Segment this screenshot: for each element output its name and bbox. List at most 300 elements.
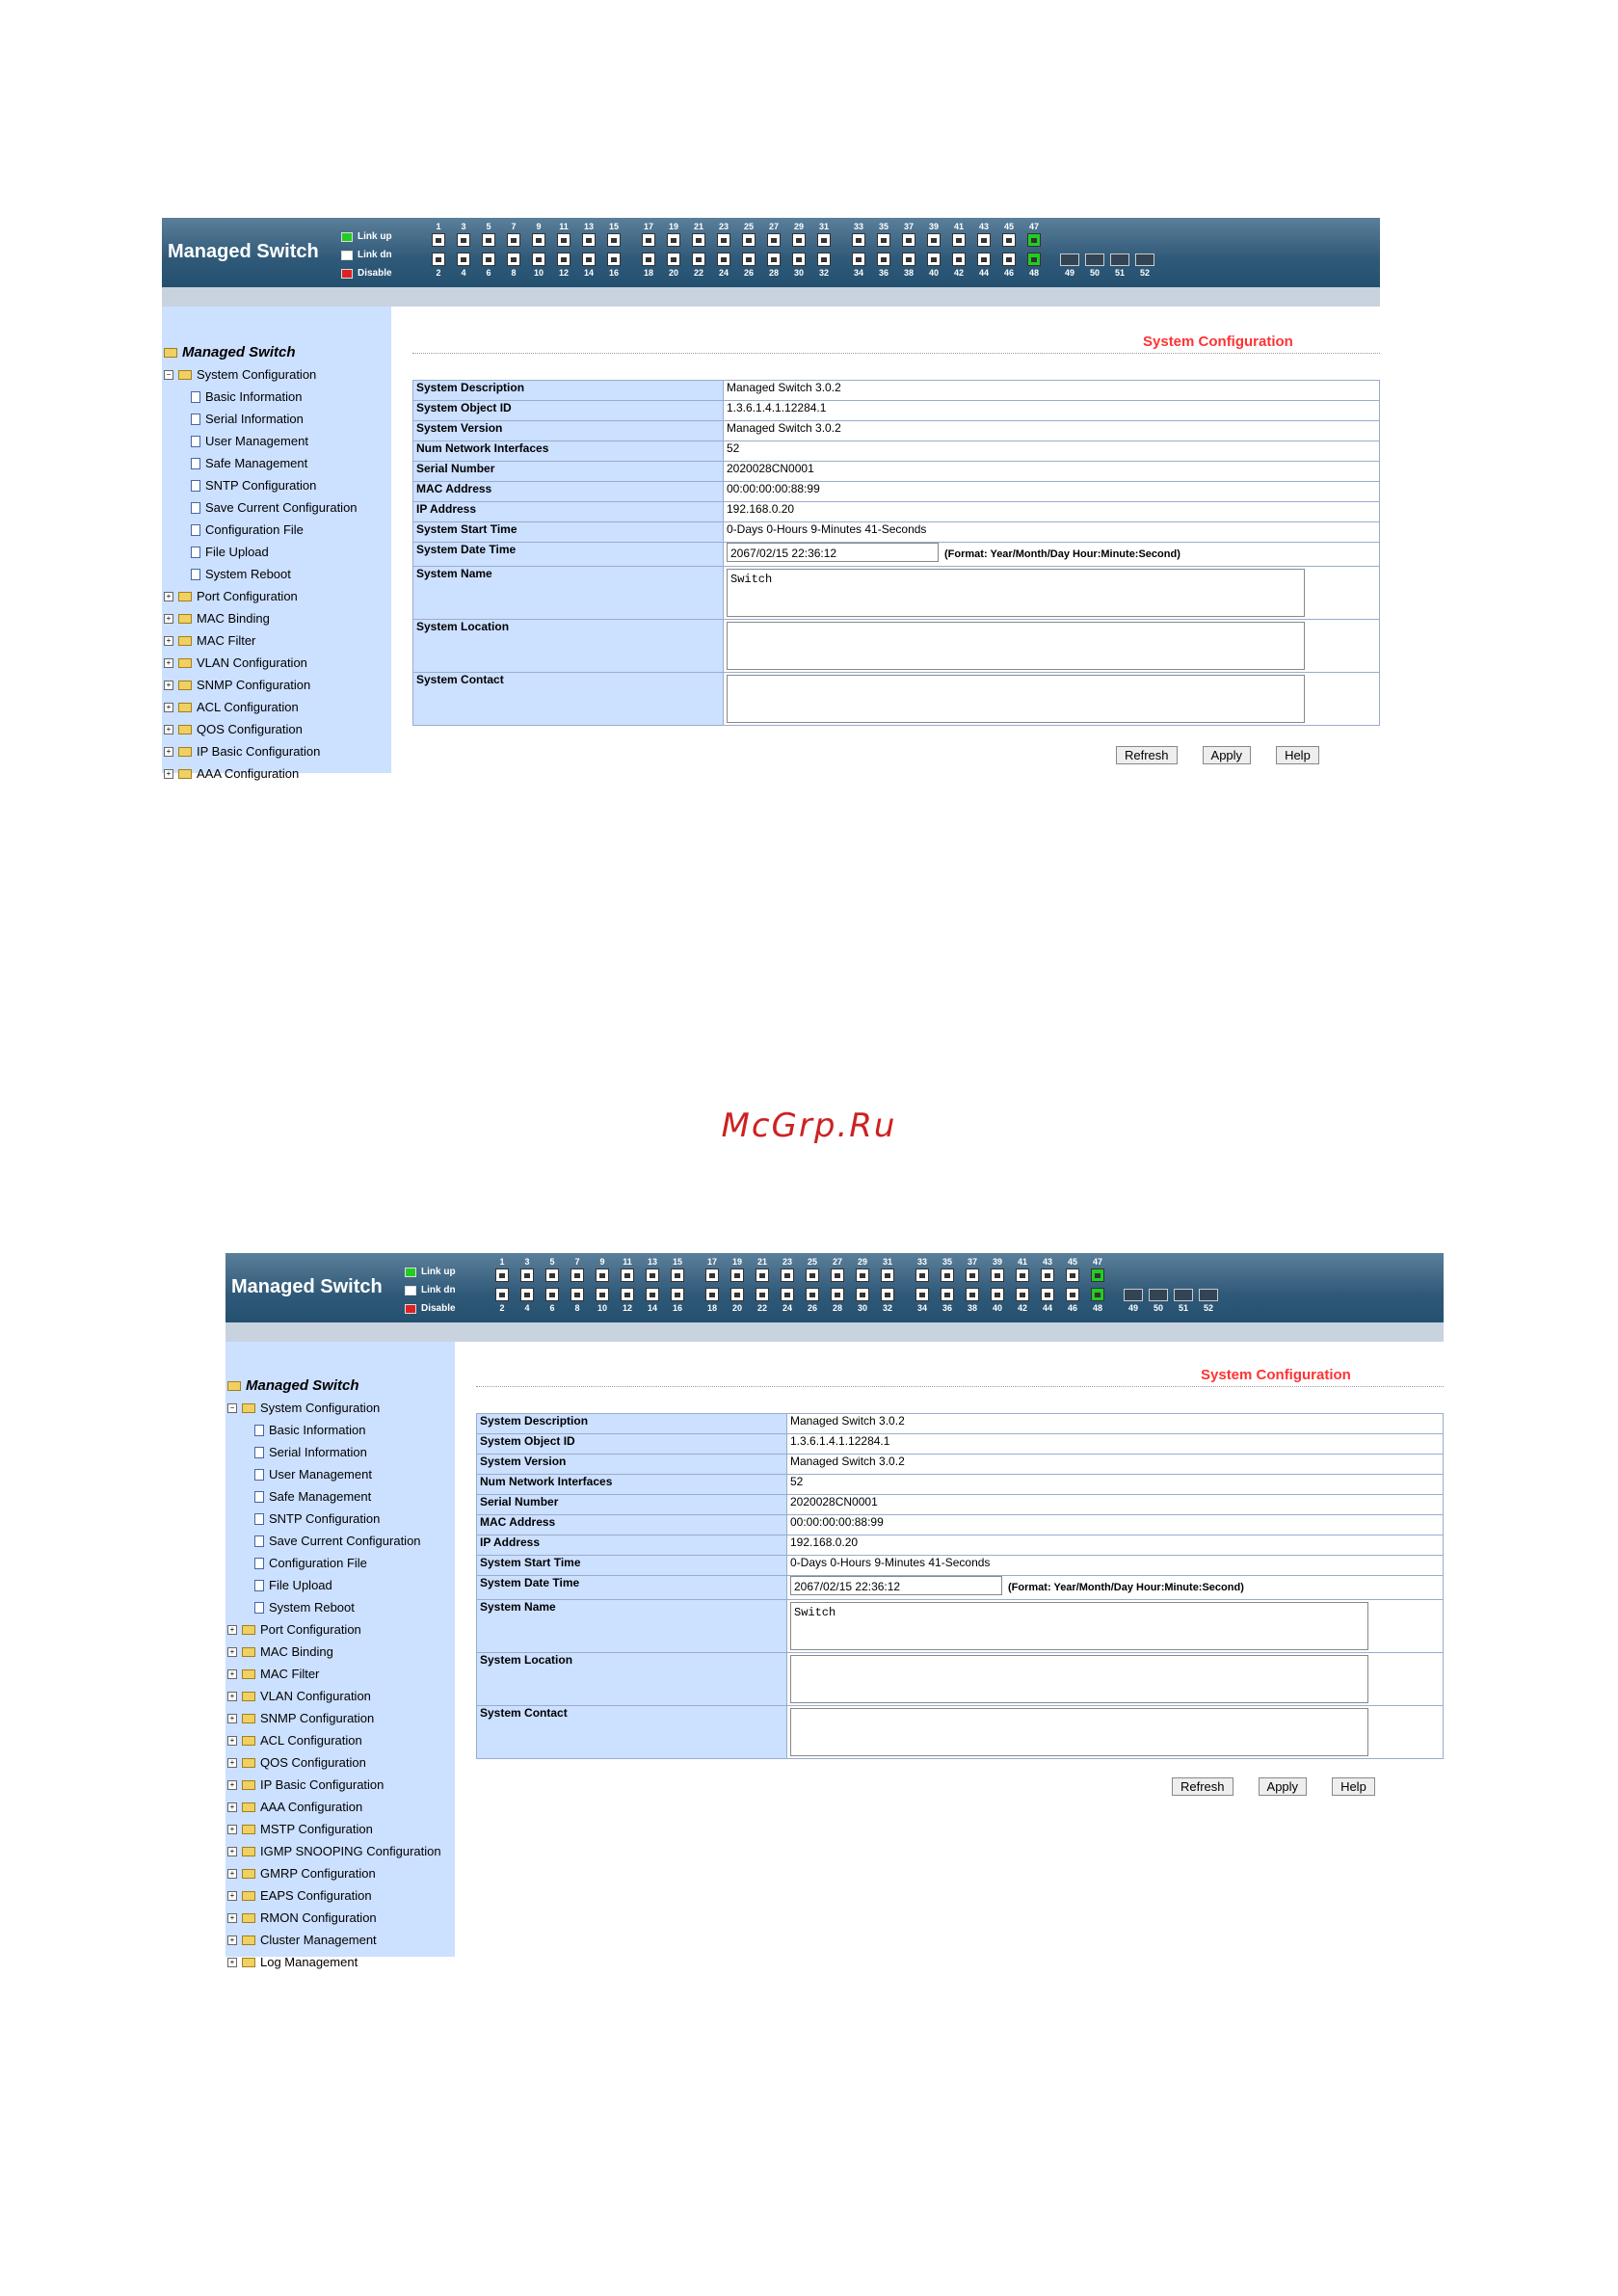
port-icon[interactable] — [545, 1288, 559, 1301]
port-icon[interactable] — [817, 233, 831, 247]
row-label: System Start Time — [477, 1556, 787, 1576]
sfp-port-icon[interactable] — [1124, 1289, 1143, 1301]
apply-button[interactable]: Apply — [1259, 1777, 1308, 1796]
row-label: Num Network Interfaces — [477, 1475, 787, 1495]
sidebar-item[interactable]: + EAPS Configuration — [227, 1884, 441, 1907]
sidebar-item[interactable]: + AAA Configuration — [164, 762, 358, 785]
port-icon[interactable] — [952, 233, 966, 247]
port-number: 16 — [608, 268, 619, 278]
sidebar — [162, 307, 391, 781]
port-icon[interactable] — [767, 233, 781, 247]
folder-icon — [178, 681, 192, 690]
sidebar-item[interactable]: + Log Management — [227, 1951, 441, 1973]
sidebar-subitem[interactable]: System Reboot — [227, 1596, 441, 1618]
sidebar-subitem[interactable]: Configuration File — [227, 1552, 441, 1574]
port-icon[interactable] — [1027, 233, 1041, 247]
sidebar-subitem[interactable]: Basic Information — [227, 1419, 441, 1441]
port-icon[interactable] — [742, 233, 756, 247]
port-icon[interactable] — [495, 1288, 509, 1301]
port-icon[interactable] — [927, 253, 941, 266]
port-number: 29 — [857, 1257, 867, 1267]
table-row — [413, 441, 1380, 462]
expand-icon[interactable]: + — [227, 1692, 237, 1701]
location-label: System Location — [413, 620, 724, 673]
sidebar-item[interactable]: + QOS Configuration — [227, 1751, 441, 1774]
port-icon[interactable] — [781, 1288, 794, 1301]
port-icon[interactable] — [457, 233, 470, 247]
port-icon[interactable] — [607, 233, 621, 247]
expand-icon[interactable]: + — [227, 1625, 237, 1635]
screenshot-top — [162, 218, 1380, 781]
port-icon[interactable] — [596, 1268, 609, 1282]
port-number: 40 — [992, 1303, 1002, 1313]
expand-icon[interactable]: + — [164, 636, 173, 646]
sidebar-subitem[interactable]: Save Current Configuration — [227, 1530, 441, 1552]
port-icon[interactable] — [781, 1268, 794, 1282]
port-icon[interactable] — [705, 1268, 719, 1282]
port-number: 11 — [623, 1257, 632, 1267]
port-number: 34 — [916, 1303, 927, 1313]
port-number: 20 — [731, 1303, 742, 1313]
expand-icon[interactable]: + — [227, 1802, 237, 1812]
folder-icon — [178, 636, 192, 646]
row-value: Managed Switch 3.0.2 — [787, 1455, 1444, 1475]
expand-icon[interactable]: + — [227, 1869, 237, 1879]
expand-icon[interactable]: + — [164, 725, 173, 734]
port-number: 25 — [743, 222, 754, 231]
port-number: 23 — [718, 222, 729, 231]
port-number: 14 — [647, 1303, 657, 1313]
port-icon[interactable] — [570, 1268, 584, 1282]
port-icon[interactable] — [671, 1288, 684, 1301]
sidebar-item[interactable]: + IGMP SNOOPING Configuration — [227, 1840, 441, 1862]
port-icon[interactable] — [1027, 253, 1041, 266]
sfp-port-icon[interactable] — [1085, 254, 1104, 266]
port-icon[interactable] — [831, 1268, 844, 1282]
port-icon[interactable] — [1016, 1288, 1029, 1301]
port-number: 42 — [1017, 1303, 1027, 1313]
document-icon — [191, 569, 200, 580]
sidebar-item[interactable]: + AAA Configuration — [227, 1796, 441, 1818]
system-location-textarea[interactable] — [727, 622, 1305, 670]
expand-icon[interactable]: + — [164, 658, 173, 668]
table-row — [413, 567, 1380, 620]
sidebar-subitem[interactable]: Serial Information — [227, 1441, 441, 1463]
expand-icon[interactable]: + — [164, 681, 173, 690]
document-icon — [191, 458, 200, 469]
port-icon[interactable] — [1002, 233, 1016, 247]
port-icon[interactable] — [792, 233, 806, 247]
port-number: 41 — [1017, 1257, 1027, 1267]
port-icon[interactable] — [852, 253, 865, 266]
port-number: 21 — [756, 1257, 767, 1267]
port-icon[interactable] — [621, 1288, 634, 1301]
expand-icon[interactable]: + — [227, 1891, 237, 1901]
port-icon[interactable] — [1041, 1288, 1054, 1301]
port-number: 33 — [853, 222, 863, 231]
port-icon[interactable] — [507, 253, 520, 266]
sidebar-subitem[interactable]: System Reboot — [164, 563, 358, 585]
table-row — [413, 421, 1380, 441]
date-format-hint: (Format: Year/Month/Day Hour:Minute:Second) — [1008, 1582, 1244, 1593]
table-row — [413, 673, 1380, 726]
sidebar-root[interactable]: Managed Switch — [164, 341, 358, 363]
date-time-input[interactable]: 2067/02/15 22:36:12 — [727, 543, 939, 562]
folder-icon — [242, 1847, 255, 1856]
port-icon[interactable] — [646, 1288, 659, 1301]
expand-icon[interactable]: + — [164, 703, 173, 712]
port-icon[interactable] — [432, 253, 445, 266]
row-label: System Object ID — [413, 401, 724, 421]
port-icon[interactable] — [952, 253, 966, 266]
port-icon[interactable] — [742, 253, 756, 266]
table-row — [477, 1434, 1444, 1455]
expand-icon[interactable]: + — [227, 1758, 237, 1768]
port-icon[interactable] — [927, 233, 941, 247]
sidebar-item[interactable]: + MSTP Configuration — [227, 1818, 441, 1840]
port-icon[interactable] — [570, 1288, 584, 1301]
port-icon[interactable] — [557, 253, 570, 266]
port-icon[interactable] — [596, 1288, 609, 1301]
page-title: System Configuration — [1143, 334, 1293, 350]
row-value: 192.168.0.20 — [787, 1535, 1444, 1556]
port-number: 49 — [1064, 268, 1074, 278]
port-icon[interactable] — [717, 253, 730, 266]
expand-icon[interactable]: + — [227, 1958, 237, 1967]
port-icon[interactable] — [756, 1268, 769, 1282]
port-icon[interactable] — [977, 253, 991, 266]
row-value: 2020028CN0001 — [724, 462, 1380, 482]
port-number: 48 — [1028, 268, 1039, 278]
divider — [476, 1386, 1444, 1387]
expand-icon[interactable]: + — [164, 614, 173, 624]
port-number: 49 — [1127, 1303, 1138, 1313]
sidebar-subitem[interactable]: SNTP Configuration — [227, 1508, 441, 1530]
sidebar-item-system-configuration[interactable]: − System Configuration — [227, 1397, 441, 1419]
expand-icon[interactable]: + — [227, 1913, 237, 1923]
port-icon[interactable] — [520, 1268, 534, 1282]
sidebar-item[interactable]: + VLAN Configuration — [227, 1685, 441, 1707]
port-icon[interactable] — [991, 1268, 1004, 1282]
port-icon[interactable] — [642, 233, 655, 247]
expand-icon[interactable]: + — [227, 1847, 237, 1856]
port-number: 32 — [882, 1303, 892, 1313]
sidebar-item[interactable]: + IP Basic Configuration — [164, 740, 358, 762]
row-value: Managed Switch 3.0.2 — [724, 421, 1380, 441]
sidebar-item[interactable]: + MAC Binding — [227, 1641, 441, 1663]
port-number: 24 — [782, 1303, 792, 1313]
sidebar-item[interactable]: + MAC Filter — [164, 629, 358, 652]
port-icon[interactable] — [831, 1288, 844, 1301]
expand-icon[interactable]: + — [164, 769, 173, 779]
port-icon[interactable] — [1066, 1288, 1079, 1301]
sidebar-item[interactable]: + SNMP Configuration — [227, 1707, 441, 1729]
port-icon[interactable] — [881, 1288, 894, 1301]
table-row — [413, 401, 1380, 421]
port-icon[interactable] — [520, 1288, 534, 1301]
port-number: 15 — [672, 1257, 682, 1267]
port-icon[interactable] — [1016, 1268, 1029, 1282]
port-icon[interactable] — [977, 233, 991, 247]
port-icon[interactable] — [621, 1268, 634, 1282]
port-icon[interactable] — [806, 1288, 819, 1301]
port-icon[interactable] — [582, 233, 596, 247]
port-icon[interactable] — [730, 1268, 744, 1282]
port-icon[interactable] — [545, 1268, 559, 1282]
sidebar-item[interactable]: + Port Configuration — [227, 1618, 441, 1641]
document-icon — [191, 391, 200, 403]
port-icon[interactable] — [646, 1268, 659, 1282]
sidebar-subitem[interactable]: File Upload — [227, 1574, 441, 1596]
port-number: 8 — [574, 1303, 580, 1313]
system-name-textarea[interactable]: Switch — [790, 1602, 1368, 1650]
sfp-port-icon[interactable] — [1110, 254, 1129, 266]
port-icon[interactable] — [1002, 253, 1016, 266]
sidebar-item[interactable]: + Port Configuration — [164, 585, 358, 607]
port-number: 50 — [1089, 268, 1100, 278]
port-icon[interactable] — [1091, 1268, 1104, 1282]
port-number: 9 — [599, 1257, 605, 1267]
port-icon[interactable] — [856, 1268, 869, 1282]
port-icon[interactable] — [966, 1288, 979, 1301]
port-icon[interactable] — [881, 1268, 894, 1282]
sfp-port-icon[interactable] — [1174, 1289, 1193, 1301]
sidebar-root[interactable]: Managed Switch — [227, 1375, 441, 1397]
port-icon[interactable] — [667, 253, 680, 266]
port-icon[interactable] — [507, 233, 520, 247]
expand-icon[interactable]: + — [227, 1825, 237, 1834]
port-number: 40 — [928, 268, 939, 278]
port-number: 2 — [436, 268, 441, 278]
port-number: 7 — [511, 222, 517, 231]
date-format-hint: (Format: Year/Month/Day Hour:Minute:Second) — [944, 548, 1180, 560]
port-icon[interactable] — [671, 1268, 684, 1282]
expand-icon[interactable]: + — [164, 747, 173, 757]
document-icon — [191, 414, 200, 425]
sidebar-item[interactable]: + Cluster Management — [227, 1929, 441, 1951]
port-icon[interactable] — [817, 253, 831, 266]
port-number: 33 — [916, 1257, 927, 1267]
port-icon[interactable] — [756, 1288, 769, 1301]
port-icon[interactable] — [532, 233, 545, 247]
port-number: 3 — [524, 1257, 530, 1267]
port-number: 19 — [668, 222, 678, 231]
port-icon[interactable] — [915, 1288, 929, 1301]
port-number: 38 — [903, 268, 914, 278]
port-number: 37 — [967, 1257, 977, 1267]
port-number: 4 — [461, 268, 466, 278]
row-label: IP Address — [477, 1535, 787, 1556]
port-number: 18 — [706, 1303, 717, 1313]
port-icon[interactable] — [902, 233, 915, 247]
port-icon[interactable] — [877, 233, 890, 247]
port-number: 16 — [672, 1303, 682, 1313]
port-icon[interactable] — [482, 253, 495, 266]
table-row — [413, 543, 1380, 567]
port-icon[interactable] — [792, 253, 806, 266]
port-number: 44 — [978, 268, 989, 278]
sidebar-item[interactable]: + IP Basic Configuration — [227, 1774, 441, 1796]
sidebar-subitem[interactable]: Serial Information — [164, 408, 358, 430]
document-icon — [254, 1513, 264, 1525]
row-label: Serial Number — [477, 1495, 787, 1515]
table-row — [477, 1600, 1444, 1653]
sidebar-subitem[interactable]: Safe Management — [227, 1485, 441, 1508]
port-icon[interactable] — [852, 233, 865, 247]
row-value: 52 — [724, 441, 1380, 462]
sidebar-subitem[interactable]: User Management — [164, 430, 358, 452]
expand-icon[interactable]: + — [227, 1714, 237, 1723]
port-number: 5 — [486, 222, 491, 231]
port-icon[interactable] — [457, 253, 470, 266]
expand-icon[interactable]: + — [227, 1736, 237, 1746]
port-icon[interactable] — [582, 253, 596, 266]
expand-icon[interactable]: + — [227, 1647, 237, 1657]
port-icon[interactable] — [1091, 1288, 1104, 1301]
contact-label: System Contact — [477, 1706, 787, 1759]
port-icon[interactable] — [1041, 1268, 1054, 1282]
sidebar-item[interactable]: + QOS Configuration — [164, 718, 358, 740]
sidebar-item[interactable]: + RMON Configuration — [227, 1907, 441, 1929]
sidebar-item[interactable]: + MAC Binding — [164, 607, 358, 629]
refresh-button[interactable]: Refresh — [1172, 1777, 1233, 1796]
expand-icon[interactable]: + — [164, 592, 173, 601]
header-bar — [162, 218, 1380, 287]
port-icon[interactable] — [915, 1268, 929, 1282]
table-row — [477, 1535, 1444, 1556]
sidebar-subitem[interactable]: SNTP Configuration — [164, 474, 358, 496]
sidebar-subitem[interactable]: Configuration File — [164, 519, 358, 541]
folder-icon — [178, 747, 192, 757]
port-icon[interactable] — [705, 1288, 719, 1301]
port-number: 26 — [743, 268, 754, 278]
port-number: 6 — [549, 1303, 555, 1313]
port-icon[interactable] — [902, 253, 915, 266]
row-label: MAC Address — [413, 482, 724, 502]
folder-open-icon — [178, 370, 192, 380]
document-icon — [191, 480, 200, 492]
port-number: 3 — [461, 222, 466, 231]
port-number: 10 — [597, 1303, 607, 1313]
collapse-icon[interactable]: − — [164, 370, 173, 380]
expand-icon[interactable]: + — [227, 1780, 237, 1790]
port-icon[interactable] — [692, 253, 705, 266]
system-contact-textarea[interactable] — [790, 1708, 1368, 1756]
row-label: Serial Number — [413, 462, 724, 482]
port-icon[interactable] — [432, 233, 445, 247]
port-number: 17 — [643, 222, 653, 231]
system-name-textarea[interactable]: Switch — [727, 569, 1305, 617]
sidebar-item-system-configuration[interactable]: − System Configuration — [164, 363, 358, 386]
port-number: 28 — [832, 1303, 842, 1313]
port-icon[interactable] — [717, 233, 730, 247]
sidebar-item[interactable]: + MAC Filter — [227, 1663, 441, 1685]
sidebar-subitem[interactable]: File Upload — [164, 541, 358, 563]
port-number: 47 — [1028, 222, 1039, 231]
document-icon — [254, 1602, 264, 1614]
row-value: 1.3.6.1.4.1.12284.1 — [724, 401, 1380, 421]
help-button[interactable]: Help — [1276, 746, 1319, 764]
port-icon[interactable] — [856, 1288, 869, 1301]
sfp-port-icon[interactable] — [1149, 1289, 1168, 1301]
table-row — [477, 1515, 1444, 1535]
date-time-input[interactable]: 2067/02/15 22:36:12 — [790, 1576, 1002, 1595]
port-icon[interactable] — [692, 233, 705, 247]
sidebar-item[interactable]: + GMRP Configuration — [227, 1862, 441, 1884]
expand-icon[interactable]: + — [227, 1936, 237, 1945]
port-number: 28 — [768, 268, 779, 278]
port-icon[interactable] — [941, 1268, 954, 1282]
system-location-textarea[interactable] — [790, 1655, 1368, 1703]
port-icon[interactable] — [667, 233, 680, 247]
collapse-icon[interactable]: − — [227, 1403, 237, 1413]
port-number: 27 — [768, 222, 779, 231]
screenshot-bottom — [225, 1253, 1444, 1969]
sidebar-item[interactable]: + VLAN Configuration — [164, 652, 358, 674]
port-icon[interactable] — [767, 253, 781, 266]
sidebar-item[interactable]: + SNMP Configuration — [164, 674, 358, 696]
port-number: 36 — [878, 268, 889, 278]
document-icon — [254, 1425, 264, 1436]
port-icon[interactable] — [1066, 1268, 1079, 1282]
table-row — [413, 381, 1380, 401]
table-row — [413, 522, 1380, 543]
sfp-port-icon[interactable] — [1199, 1289, 1218, 1301]
port-icon[interactable] — [941, 1288, 954, 1301]
sidebar-subitem[interactable]: Basic Information — [164, 386, 358, 408]
refresh-button[interactable]: Refresh — [1116, 746, 1178, 764]
sidebar-subitem[interactable]: User Management — [227, 1463, 441, 1485]
port-icon[interactable] — [806, 1268, 819, 1282]
system-contact-textarea[interactable] — [727, 675, 1305, 723]
location-label: System Location — [477, 1653, 787, 1706]
port-legend: Link up Link dn Disable — [405, 1263, 456, 1318]
port-icon[interactable] — [557, 233, 570, 247]
help-button[interactable]: Help — [1332, 1777, 1375, 1796]
port-number: 41 — [953, 222, 964, 231]
name-label: System Name — [413, 567, 724, 620]
port-icon[interactable] — [532, 253, 545, 266]
apply-button[interactable]: Apply — [1203, 746, 1252, 764]
row-label: Num Network Interfaces — [413, 441, 724, 462]
sidebar-item[interactable]: + ACL Configuration — [164, 696, 358, 718]
port-icon[interactable] — [730, 1288, 744, 1301]
sidebar-subitem[interactable]: Save Current Configuration — [164, 496, 358, 519]
folder-icon — [178, 703, 192, 712]
port-icon[interactable] — [482, 233, 495, 247]
port-icon[interactable] — [607, 253, 621, 266]
sfp-port-icon[interactable] — [1060, 254, 1079, 266]
port-number: 43 — [978, 222, 989, 231]
port-icon[interactable] — [991, 1288, 1004, 1301]
table-row — [477, 1455, 1444, 1475]
port-number: 14 — [583, 268, 594, 278]
port-icon[interactable] — [495, 1268, 509, 1282]
folder-icon — [178, 725, 192, 734]
port-number: 1 — [436, 222, 441, 231]
document-icon — [254, 1447, 264, 1458]
sfp-port-icon[interactable] — [1135, 254, 1154, 266]
port-icon[interactable] — [877, 253, 890, 266]
sidebar-item[interactable]: + ACL Configuration — [227, 1729, 441, 1751]
table-row — [477, 1706, 1444, 1759]
folder-open-icon — [164, 348, 177, 358]
page-title: System Configuration — [1201, 1367, 1351, 1383]
port-icon[interactable] — [642, 253, 655, 266]
port-icon[interactable] — [966, 1268, 979, 1282]
expand-icon[interactable]: + — [227, 1669, 237, 1679]
sidebar-subitem[interactable]: Safe Management — [164, 452, 358, 474]
